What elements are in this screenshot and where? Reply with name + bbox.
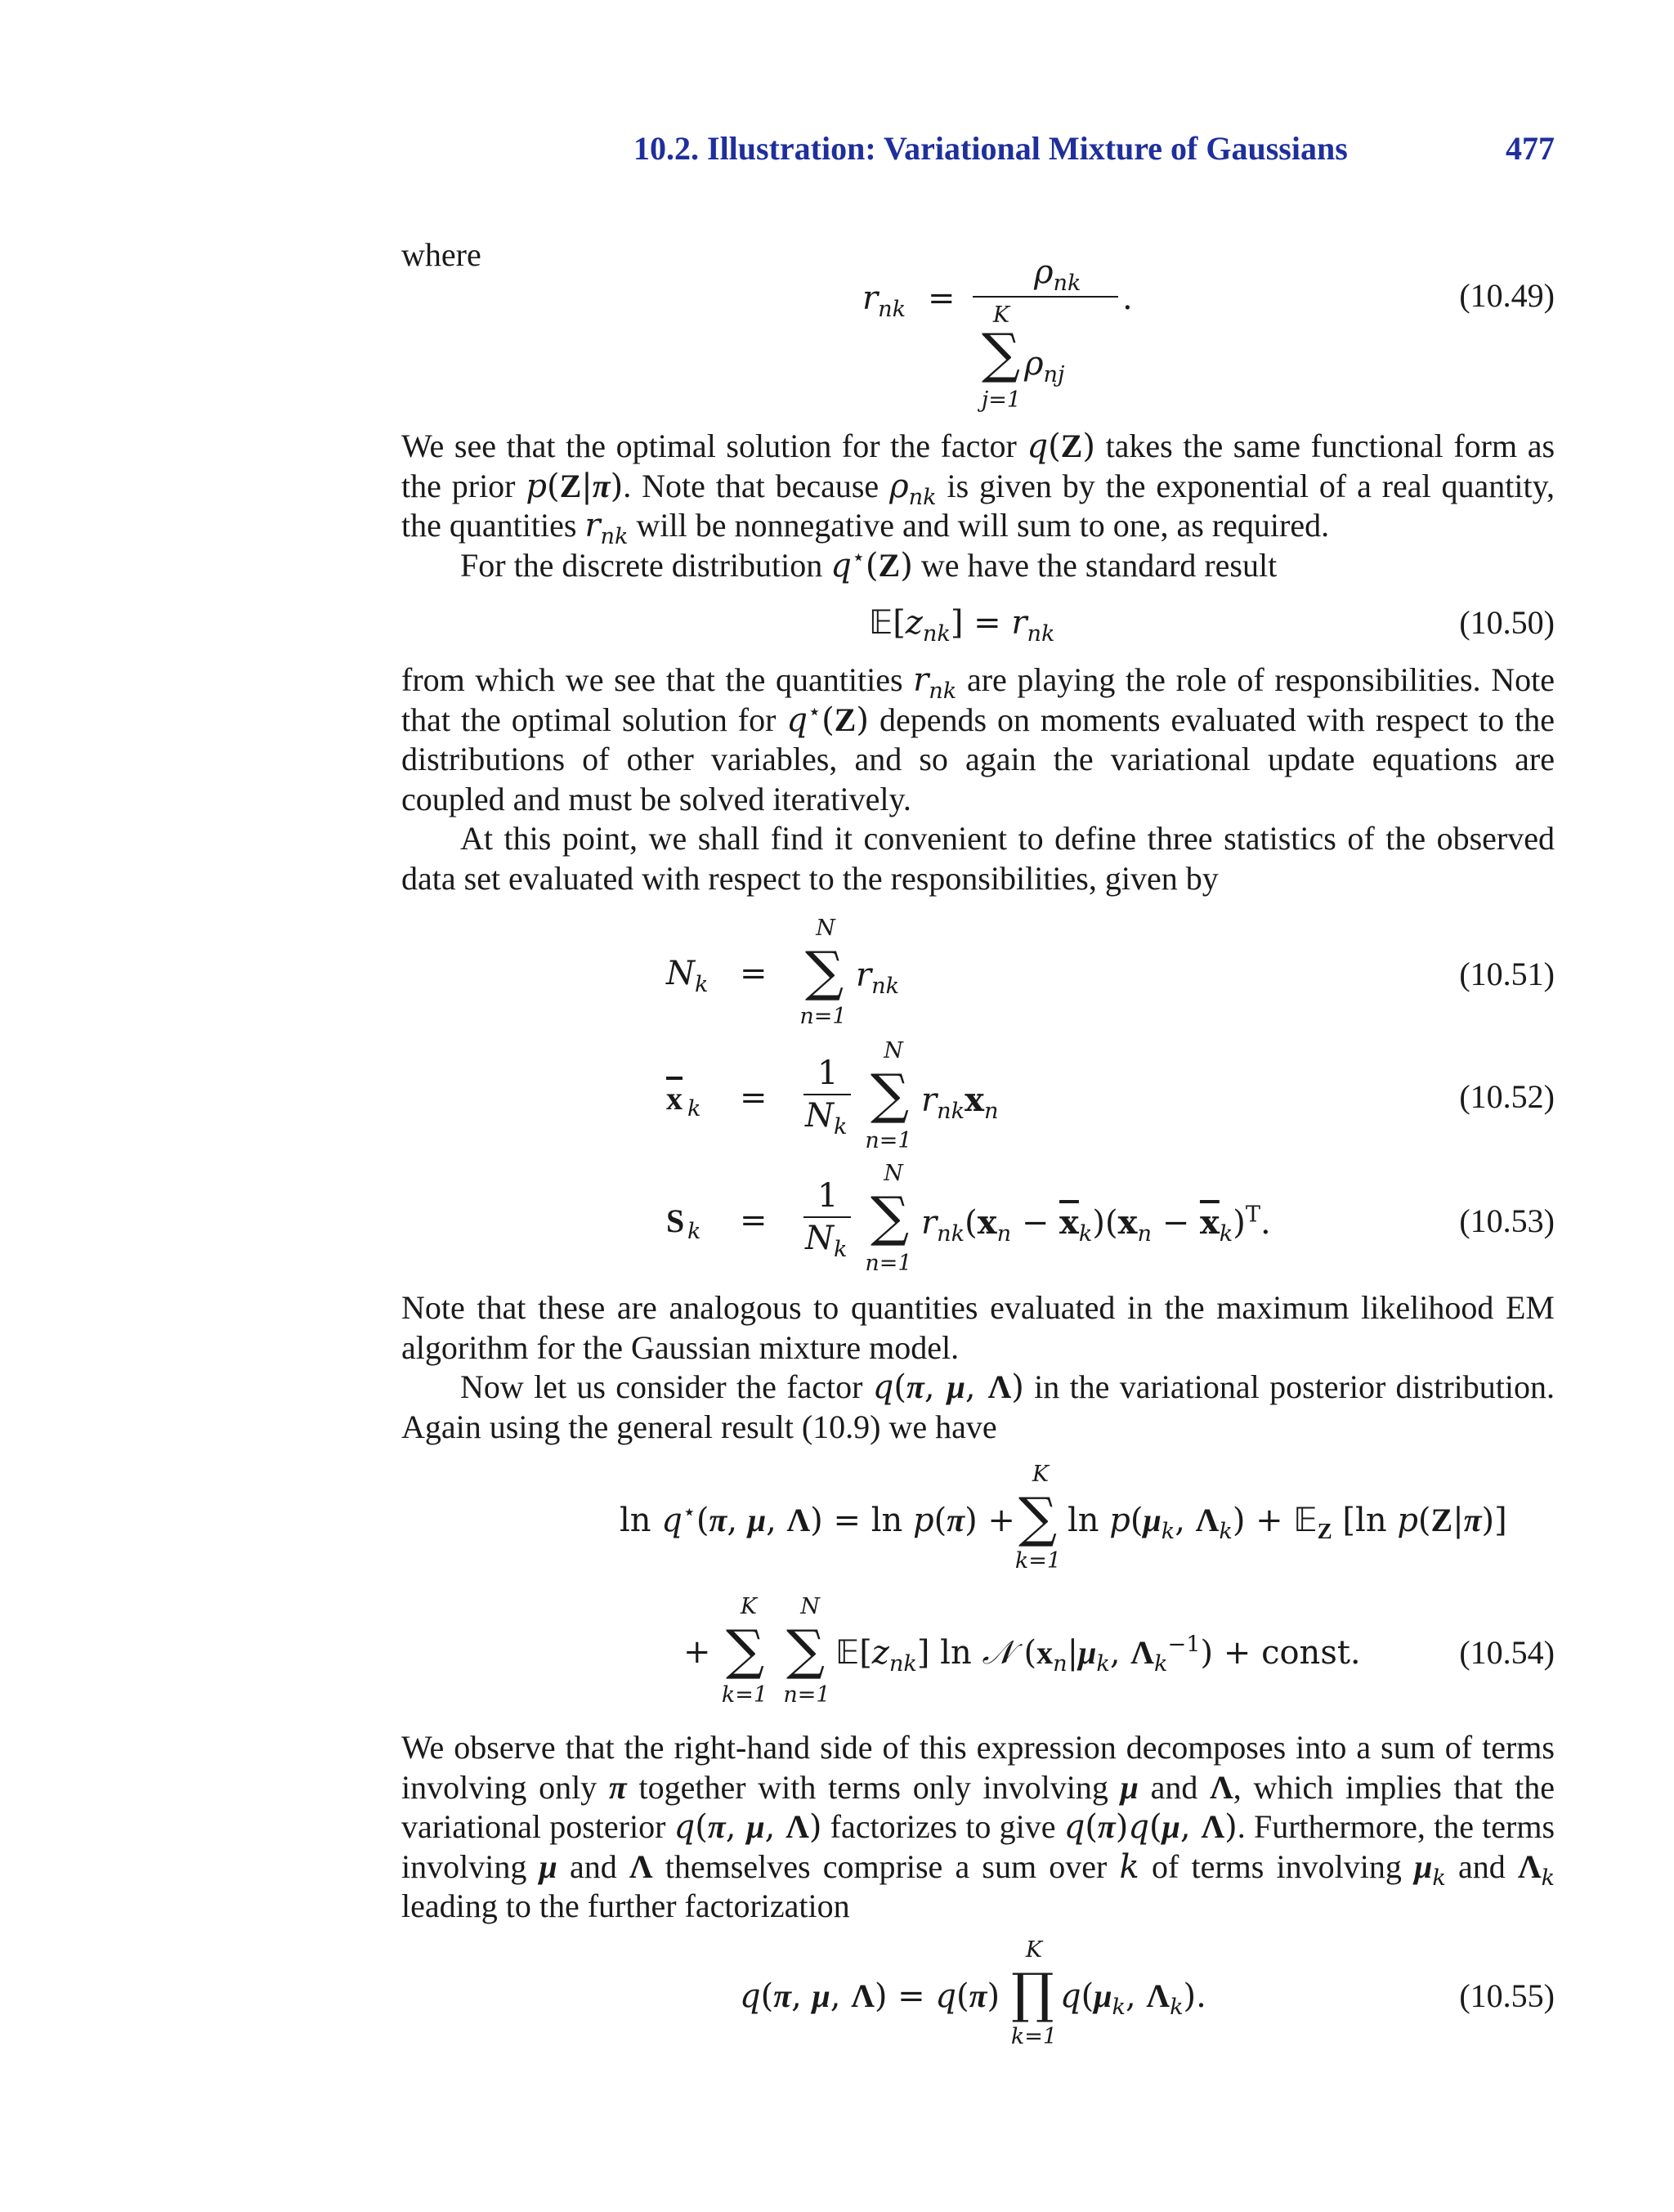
page-number: 477 <box>1506 130 1555 167</box>
p7-text-c: and <box>1150 1768 1198 1806</box>
equation-number-10-54: (10.54) <box>1459 1634 1555 1671</box>
equation-10-53: S $_k$ = 1 $N_k$ N ∑ $r_{nk}(x_n - \overline{x}_k)(x_n - \overline{x}_k)^T$. n=1 <box>666 1161 1271 1276</box>
equation-number-10-52: (10.52) <box>1459 1078 1555 1115</box>
p4-text: At this point, we shall find it convenient to define three statistics of the observed data set evaluated with respect to the responsibilities, given by <box>401 820 1555 897</box>
equation-10-54-line-1: ln q⋆(π, μ, Λ) = ln p(π) + K ∑ $\ln p(\mu_k$, $\Lambda_k$) + 𝔼$_Z$ [ln p(Z|π)] k=1 <box>620 1462 1507 1574</box>
paragraph-optimal-solution: We see that the optimal solution for the factor q(Z) takes the same functional form as the prior p(Z|π). Note that because $\rho_{nk}$ is given by the exponential of a real quantity, the quantities $r_{nk}$ will be nonnegative and will sum to one, as required. For the discrete distribution q⋆(Z) we have the standard result <box>401 428 1555 584</box>
p1-text-e: will be nonnegative and will sum to one, as required. <box>636 507 1330 544</box>
equation-number-10-55: (10.55) <box>1459 1977 1555 2014</box>
p1-text-d: is given by the exponential of a real quantity, the quantities <box>401 467 1555 544</box>
p7-text-i: of terms involving <box>1151 1847 1402 1885</box>
p1-text-b: takes the same functional form as the prior <box>401 428 1555 504</box>
p7-text-g: and <box>569 1847 617 1885</box>
equation-10-51: $N_k$ = N ∑ $r_{nk}$ n=1 <box>666 916 900 1029</box>
equation-number-10-53: (10.53) <box>1459 1202 1555 1239</box>
p6-text-a: Now let us consider the factor <box>460 1368 863 1405</box>
p3-text-c: depends on moments evaluated with respect to the distributions of other variables, and so again the variational update equations are coupled and must be solved iteratively. <box>401 701 1555 817</box>
p7-text-b: together with terms only involving <box>638 1768 1108 1806</box>
equation-10-49: $r_{nk}$ = $\rho_{nk}$ . K ∑ $\rho_{nj}$ j=1 <box>862 253 1133 413</box>
equation-10-50: $𝔼[z_{nk}] = r_{nk}$ <box>869 604 1055 647</box>
p6-text-b: in the variational posterior distribution. Again using the general result (10.9) we have <box>401 1368 1555 1445</box>
p7-text-k: leading to the further factorization <box>401 1887 850 1924</box>
equation-10-54-line-2: + K ∑ N ∑ $𝔼[z_{nk}]$ ln 𝒩 ($x_n|\mu_k$, $\Lambda_k^{-1}$) + const. k=1 n=1 <box>683 1594 1361 1708</box>
equation-number-10-51: (10.51) <box>1459 956 1555 992</box>
p2-text-b: we have the standard result <box>920 546 1278 584</box>
p3-text-a: from which we see that the quantities <box>401 661 903 698</box>
p7-text-f: . Furthermore, the terms involving <box>401 1808 1555 1885</box>
equation-10-52: $\overline{x}$ $_k$ = 1 $N_k$ N ∑ $r_{nk}x_n$ n=1 <box>666 1038 999 1153</box>
equation-number-10-49: (10.49) <box>1459 277 1555 314</box>
p1-text-c: . Note that because <box>623 467 880 504</box>
equation-10-55: q(π, μ, Λ) = q(π) K ∏ $q(\mu_k$, $\Lambda_k$). k=1 <box>740 1937 1206 2049</box>
equation-number-10-50: (10.50) <box>1459 604 1555 641</box>
p7-text-d: , which implies that the variational posterior <box>401 1768 1555 1845</box>
running-header-title: 10.2. Illustration: Variational Mixture of Gaussians <box>633 130 1348 167</box>
p7-text-e: factorizes to give <box>830 1808 1056 1845</box>
p7-text-j: and <box>1457 1847 1506 1885</box>
p3-text-b: are playing the role of responsibilities. Note that the optimal solution for <box>401 661 1555 738</box>
paragraph-analogous: Note that these are analogous to quantities evaluated in the maximum likelihood EM algorithm for the Gaussian mixture model. Now let us consider the factor q(π, μ, Λ) in the variational posterior distribution. Again using the general result (10.9) we have <box>401 1289 1555 1445</box>
where-label: where <box>401 236 481 273</box>
p7-text-h: themselves comprise a sum over <box>665 1847 1108 1885</box>
p7-text-a: We observe that the right-hand side of this expression decomposes into a sum of terms involving only <box>401 1729 1555 1806</box>
p2-text-a: For the discrete distribution <box>460 546 823 584</box>
p5-text: Note that these are analogous to quantities evaluated in the maximum likelihood EM algorithm for the Gaussian mixture model. <box>401 1289 1555 1366</box>
paragraph-responsibilities: from which we see that the quantities $r_{nk}$ are playing the role of responsibilities. Note that the optimal solution for q⋆(Z) depends on moments evaluated with respect to the distributions of other variables, and so again the variational update equations are coupled and must be solved iteratively. At this point, we shall find it convenient to define three statistics of the observed data set evaluated with respect to the responsibilities, given by <box>401 661 1555 897</box>
p1-text-a: We see that the optimal solution for the factor <box>401 428 1017 464</box>
paragraph-decomposes: We observe that the right-hand side of this expression decomposes into a sum of terms involving only π together with terms only involving μ and Λ, which implies that the variational posterior q(π, μ, Λ) factorizes to give q(π)q(μ, Λ). Furthermore, the terms involving μ and Λ themselves comprise a sum over k of terms involving $\mu_k$ and $\Lambda_k$ leading to the further factorization <box>401 1729 1555 1924</box>
